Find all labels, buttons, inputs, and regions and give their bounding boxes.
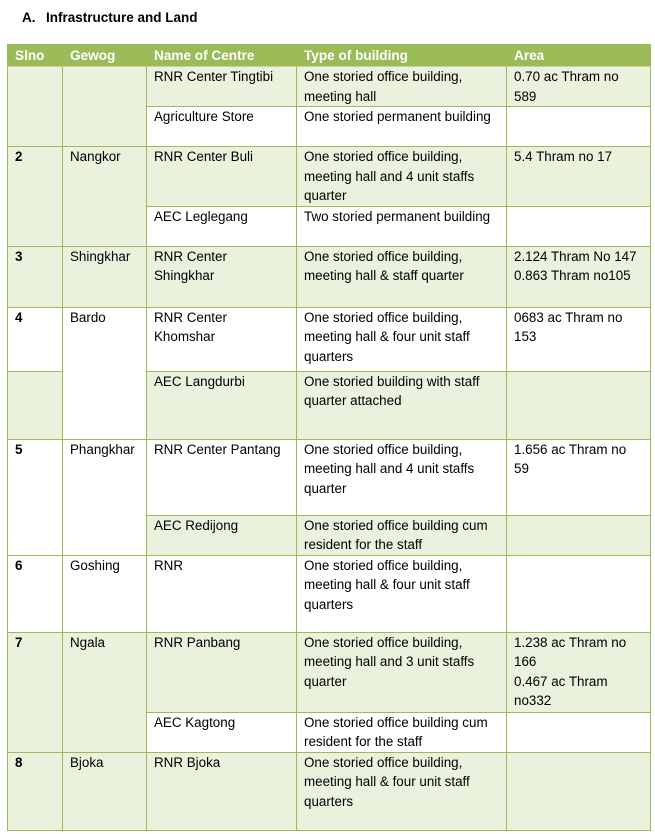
gewog-cell: Goshing [63,555,147,632]
type-cell: One storied building with staff quarter attached [297,371,507,439]
centre-cell: AEC Langdurbi [147,371,297,439]
slno-cell: 8 [8,752,63,830]
table-row [8,752,651,830]
type-cell: One storied permanent building [297,107,507,147]
area-cell: 0.70 ac Thram no 589 [507,67,651,107]
centre-cell: RNR Bjoka [147,752,297,830]
slno-cell: 5 [8,439,63,555]
table-row [8,67,651,107]
table-row [8,246,651,307]
slno-cell [8,371,63,439]
area-cell [507,206,651,246]
gewog-cell: Bjoka [63,752,147,830]
area-cell [507,712,651,752]
column-header-type: Type of building [297,45,507,67]
type-cell: One storied office building, meeting hall and 4 unit staffs quarter [297,439,507,515]
area-cell [507,246,651,307]
gewog-cell: Phangkhar [63,439,147,555]
centre-cell: RNR [147,555,297,632]
area-cell: 5.4 Thram no 17 [507,147,651,207]
area-line: 1.238 ac Thram no 166 [514,634,627,669]
centre-cell: RNR Panbang [147,632,297,712]
area-cell [507,752,651,830]
section-title: Infrastructure and Land [46,10,198,25]
table-row [8,632,651,712]
area-cell [507,632,651,712]
type-cell: One storied office building, meeting hall & four unit staff quarters [297,555,507,632]
type-cell: One storied office building, meeting hall and 3 unit staffs quarter [297,632,507,712]
gewog-cell [63,67,147,147]
area-cell [507,371,651,439]
gewog-cell: Shingkhar [63,246,147,307]
area-line: 0.863 Thram no105 [514,268,631,283]
area-line: 0.467 ac Thram no332 [514,673,608,708]
type-cell: One storied office building, meeting hall & staff quarter [297,246,507,307]
area-cell: 0683 ac Thram no 153 [507,307,651,371]
centre-cell: AEC Redijong [147,515,297,555]
gewog-cell: Ngala [63,632,147,752]
centre-cell: AEC Leglegang [147,206,297,246]
area-cell: 1.656 ac Thram no 59 [507,439,651,515]
type-cell: One storied office building, meeting hall & four unit staff quarters [297,752,507,830]
column-header-area: Area [507,45,651,67]
section-number: A. [22,10,36,25]
centre-cell: RNR Center Tingtibi [147,67,297,107]
gewog-cell: Nangkor [63,147,147,247]
area-cell [507,107,651,147]
section-heading [22,10,198,25]
column-header-slno: Slno [8,45,63,67]
column-header-centre: Name of Centre [147,45,297,67]
table-header-row [8,45,651,67]
table-row [8,147,651,207]
infrastructure-table [7,44,651,831]
slno-cell: 4 [8,307,63,371]
area-cell [507,555,651,632]
table-row [8,307,651,371]
type-cell: Two storied permanent building [297,206,507,246]
centre-cell: RNR Center Buli [147,147,297,207]
centre-cell: RNR Center Khomshar [147,307,297,371]
type-cell: One storied office building, meeting hall and 4 unit staffs quarter [297,147,507,207]
centre-cell: RNR Center Pantang [147,439,297,515]
slno-cell: 7 [8,632,63,752]
type-cell: One storied office building cum resident for the staff [297,515,507,555]
slno-cell: 3 [8,246,63,307]
slno-cell [8,67,63,147]
gewog-cell: Bardo [63,307,147,439]
centre-cell: RNR Center Shingkhar [147,246,297,307]
type-cell: One storied office building, meeting hall [297,67,507,107]
table-row [8,439,651,515]
slno-cell: 2 [8,147,63,247]
table-row [8,555,651,632]
area-cell [507,515,651,555]
slno-cell: 6 [8,555,63,632]
type-cell: One storied office building cum resident for the staff [297,712,507,752]
centre-cell: Agriculture Store [147,107,297,147]
centre-cell: AEC Kagtong [147,712,297,752]
area-line: 2.124 Thram No 147 [514,248,637,264]
column-header-gewog: Gewog [63,45,147,67]
type-cell: One storied office building, meeting hall & four unit staff quarters [297,307,507,371]
